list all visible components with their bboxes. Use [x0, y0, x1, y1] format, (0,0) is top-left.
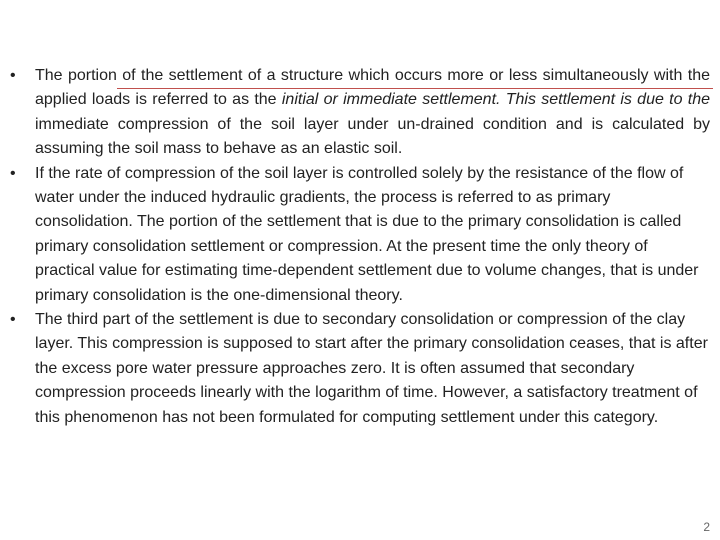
bullet-item-primary-consolidation — [10, 162, 710, 308]
bullet-icon: • — [10, 311, 16, 329]
bullet-text-part2: immediate compression of the soil layer under un-drained condition and is calculated by assuming the soil mass to behave as an elastic soil. — [35, 115, 710, 158]
bullet-item-secondary-consolidation — [10, 308, 710, 430]
bullet-item-immediate-settlement — [10, 64, 710, 162]
bullet-text: If the rate of compression of the soil layer is controlled solely by the resistance of the flow of water under the induced hydraulic gradients, the process is referred to as primary consolidation. The portion of the settlement that is due to the primary consolidation is called primary consolidation settlement or compression. At the present time the only theory of practical value for estimating time-dependent settlement due to volume changes, that is under primary consolidation is the one-dimensional theory. — [35, 164, 699, 304]
bullet-text: The third part of the settlement is due to secondary consolidation or compression of the clay layer. This compression is supposed to start after the primary consolidation ceases, that is after the excess pore water pressure approaches zero. It is often assumed that secondary compression proceeds linearly with the logarithm of time. However, a satisfactory treatment of this phenomenon has not been formulated for computing settlement under this category. — [35, 311, 708, 426]
bullet-text-part1: The portion of the settlement of a structure which occurs more or less simultaneously with the applied loads is referred to as the — [35, 67, 710, 109]
bullet-icon: • — [10, 67, 16, 84]
bullet-text-italic: initial or immediate settlement. This settlement is due to the — [281, 91, 711, 109]
page-number: 2 — [703, 520, 710, 534]
bullet-icon: • — [10, 164, 16, 182]
bullet-list — [10, 64, 710, 430]
